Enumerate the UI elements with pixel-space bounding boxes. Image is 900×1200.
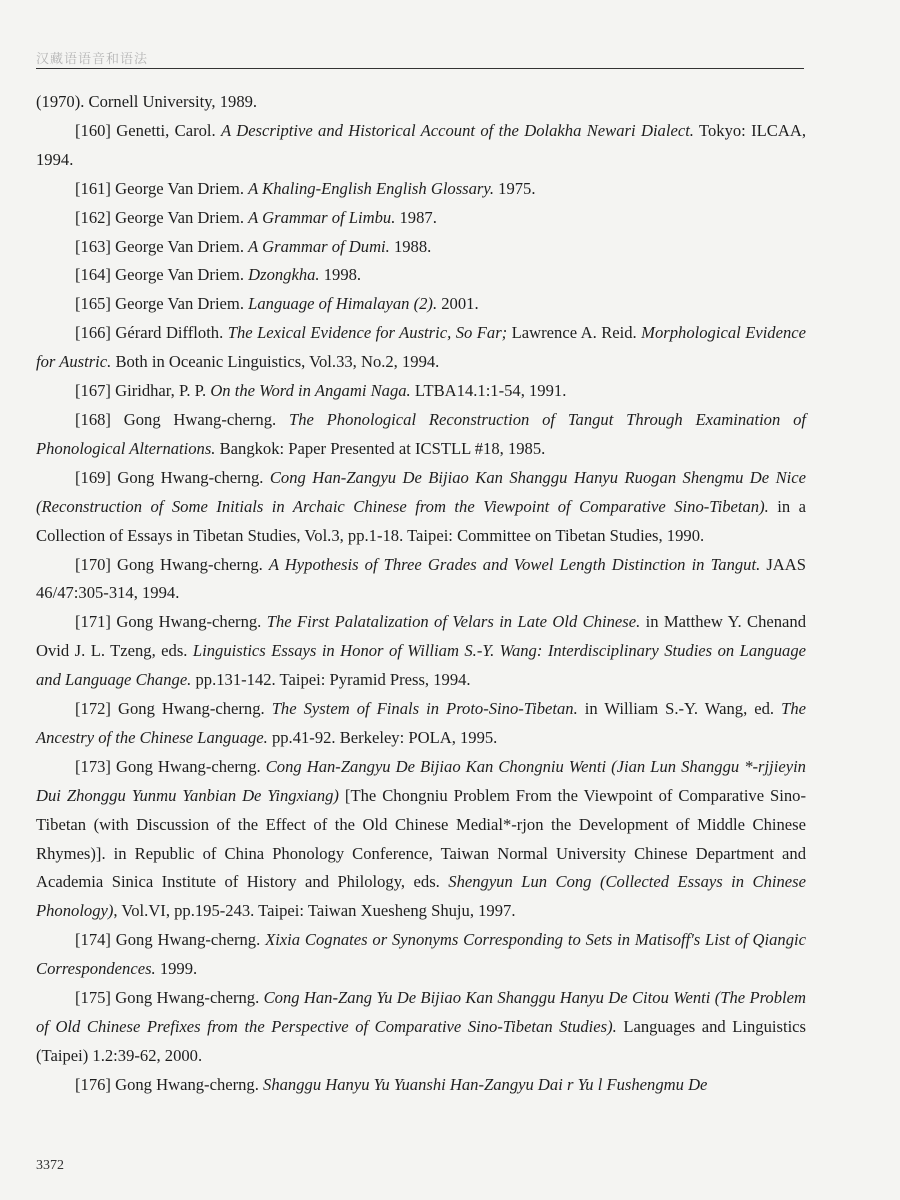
reference-text: George Van Driem. (110, 207, 249, 227)
reference-entry (36, 406, 806, 464)
reference-entry (36, 984, 806, 1071)
reference-title: The First Palatalization of Velars in Late Old Chinese. (266, 612, 641, 632)
reference-entry (36, 1071, 806, 1100)
reference-text: Gong Hwang-cherng. (110, 554, 269, 574)
reference-text: LTBA14.1:1-54, 1991. (410, 381, 567, 401)
reference-title: On the Word in Angami Naga. (210, 381, 411, 401)
reference-title: Language of Himalayan (2). (248, 294, 438, 314)
reference-text: Bangkok: Paper Presented at ICSTLL #18, 1985. (215, 438, 546, 458)
reference-number: [174] (75, 930, 111, 950)
reference-title: A Grammar of Dumi. (248, 236, 390, 256)
reference-text: Gong Hwang-cherng. (110, 756, 266, 776)
reference-text: Gong Hwang-cherng. (110, 1074, 264, 1094)
reference-entry (36, 175, 806, 204)
reference-text: Gong Hwang-cherng. (110, 467, 270, 487)
reference-title: Shengyun Lun Cong (Collected Essays in Chinese Phonology) (36, 872, 806, 921)
reference-title: Xixia Cognates or Synonyms Corresponding to Sets in Matisoff's List of Qiangic Correspondences. (36, 930, 806, 979)
reference-entry (36, 695, 806, 753)
reference-text: 1975. (494, 178, 536, 198)
reference-text: George Van Driem. (110, 178, 249, 198)
reference-number: [160] (75, 120, 111, 140)
reference-title: Shanggu Hanyu Yu Yuanshi Han-Zangyu Dai r Yu l Fushengmu De (263, 1074, 708, 1094)
reference-entry (36, 290, 806, 319)
reference-number: [164] (75, 265, 111, 285)
reference-text: George Van Driem. (110, 236, 249, 256)
reference-number: [171] (75, 612, 111, 632)
reference-text: Lawrence A. Reid. (507, 323, 642, 343)
reference-entry (36, 117, 806, 175)
reference-entry (36, 204, 806, 233)
reference-text: Languages and Linguistics (Taipei) 1.2:39-62, 2000. (36, 1017, 807, 1065)
reference-entry (36, 233, 806, 262)
reference-number: [175] (75, 988, 111, 1008)
reference-text: pp.41-92. Berkeley: POLA, 1995. (267, 727, 498, 747)
reference-text: Gong Hwang-cherng. (110, 409, 289, 429)
reference-entry (36, 926, 806, 984)
reference-title: The Lexical Evidence for Austric, So Far; (227, 323, 508, 343)
reference-entry (36, 551, 806, 609)
reference-entry (36, 608, 806, 695)
page-number: 3372 (36, 1158, 64, 1173)
reference-text: George Van Driem. (110, 294, 249, 314)
reference-text: in a Collection of Essays in Tibetan Studies, Vol.3, pp.1-18. Taipei: Committee on Tibetan Studies, 1990. (36, 496, 806, 545)
reference-text: in Matthew Y. Chenand Ovid J. L. Tzeng, eds. (36, 612, 806, 661)
reference-number: [161] (75, 178, 111, 198)
reference-text: Giridhar, P. P. (110, 381, 211, 401)
reference-entry (36, 753, 806, 926)
running-header-title: 汉藏语语音和语法 (36, 51, 149, 66)
reference-title: The Ancestry of the Chinese Language. (36, 699, 806, 747)
reference-text: Gong Hwang-cherng. (110, 930, 266, 950)
reference-text: Genetti, Carol. (110, 120, 222, 140)
reference-text: , Vol.VI, pp.195-243. Taipei: Taiwan Xuesheng Shuju, 1997. (113, 901, 516, 921)
reference-entry (36, 377, 806, 406)
header-rule (36, 68, 804, 69)
reference-text: Both in Oceanic Linguistics, Vol.33, No.2, 1994. (111, 352, 440, 372)
reference-text: Gérard Diffloth. (110, 323, 228, 343)
reference-title: Cong Han-Zang Yu De Bijiao Kan Shanggu Hanyu De Citou Wenti (The Problem of Old Chinese Prefixes from the Perspective of Comparative Sino-Tibetan Studies). (36, 988, 806, 1036)
reference-title: Cong Han-Zangyu De Bijiao Kan Shanggu Hanyu Ruogan Shengmu De Nice (Reconstruction of Some Initials in Archaic Chinese from the Viewpoint of Comparative Sino-Tibetan). (36, 467, 806, 516)
reference-text: Gong Hwang-cherng. (110, 988, 264, 1008)
reference-number: [176] (75, 1074, 111, 1094)
reference-number: [168] (75, 409, 111, 429)
reference-number: [166] (75, 323, 111, 343)
reference-text: Gong Hwang-cherng. (110, 699, 272, 719)
reference-title: The Phonological Reconstruction of Tangut Through Examination of Phonological Alternations. (36, 409, 806, 458)
reference-number: [162] (75, 207, 111, 227)
reference-entry (36, 261, 806, 290)
reference-text: 1999. (155, 959, 198, 979)
reference-entry (36, 464, 806, 551)
reference-entry (36, 319, 806, 377)
reference-number: [167] (75, 381, 111, 401)
reference-text: (1970). Cornell University, 1989. (36, 92, 258, 111)
reference-text: [The Chongniu Problem From the Viewpoint of Comparative Sino-Tibetan (with Discussion of the Effect of the Old Chinese Medial*-rjon the Development of Middle Chinese Rhymes)]. in Republic of China Phonology Conference, Taiwan Normal University Chinese Department and Academia Sinica Institute of History and Philology, eds. (36, 785, 806, 892)
reference-number: [165] (75, 294, 111, 314)
reference-list (36, 88, 806, 1100)
reference-text: George Van Driem. (110, 265, 249, 285)
reference-entry (36, 88, 806, 117)
running-header (36, 44, 804, 70)
reference-text: JAAS 46/47:305-314, 1994. (36, 554, 806, 603)
reference-title: Linguistics Essays in Honor of William S.-Y. Wang: Interdisciplinary Studies on Language and Language Change. (36, 641, 806, 690)
reference-text: pp.131-142. Taipei: Pyramid Press, 1994. (191, 670, 471, 690)
reference-text: 1987. (395, 207, 437, 227)
reference-title: Dzongkha. (248, 265, 320, 285)
reference-title: Cong Han-Zangyu De Bijiao Kan Chongniu Wenti (Jian Lun Shanggu *-rjjieyin Dui Zhonggu Yunmu Yanbian De Yingxiang) (36, 756, 806, 805)
reference-title: A Grammar of Limbu. (248, 207, 396, 227)
reference-number: [173] (75, 756, 111, 776)
reference-number: [169] (75, 467, 111, 487)
reference-title: A Descriptive and Historical Account of the Dolakha Newari Dialect. (221, 120, 694, 140)
reference-title: A Khaling-English English Glossary. (248, 178, 494, 198)
reference-number: [172] (75, 699, 111, 719)
reference-number: [170] (75, 554, 111, 574)
reference-text: 1988. (389, 236, 432, 256)
reference-text: 1998. (319, 265, 362, 285)
reference-title: A Hypothesis of Three Grades and Vowel Length Distinction in Tangut. (268, 554, 761, 574)
reference-text: in William S.-Y. Wang, ed. (577, 699, 782, 719)
reference-text: 2001. (437, 294, 479, 314)
reference-text: Tokyo: ILCAA, 1994. (36, 120, 806, 169)
reference-title: Morphological Evidence for Austric. (36, 323, 806, 372)
reference-title: The System of Finals in Proto-Sino-Tibetan. (271, 699, 578, 719)
reference-text: Gong Hwang-cherng. (110, 612, 267, 632)
reference-number: [163] (75, 236, 111, 256)
